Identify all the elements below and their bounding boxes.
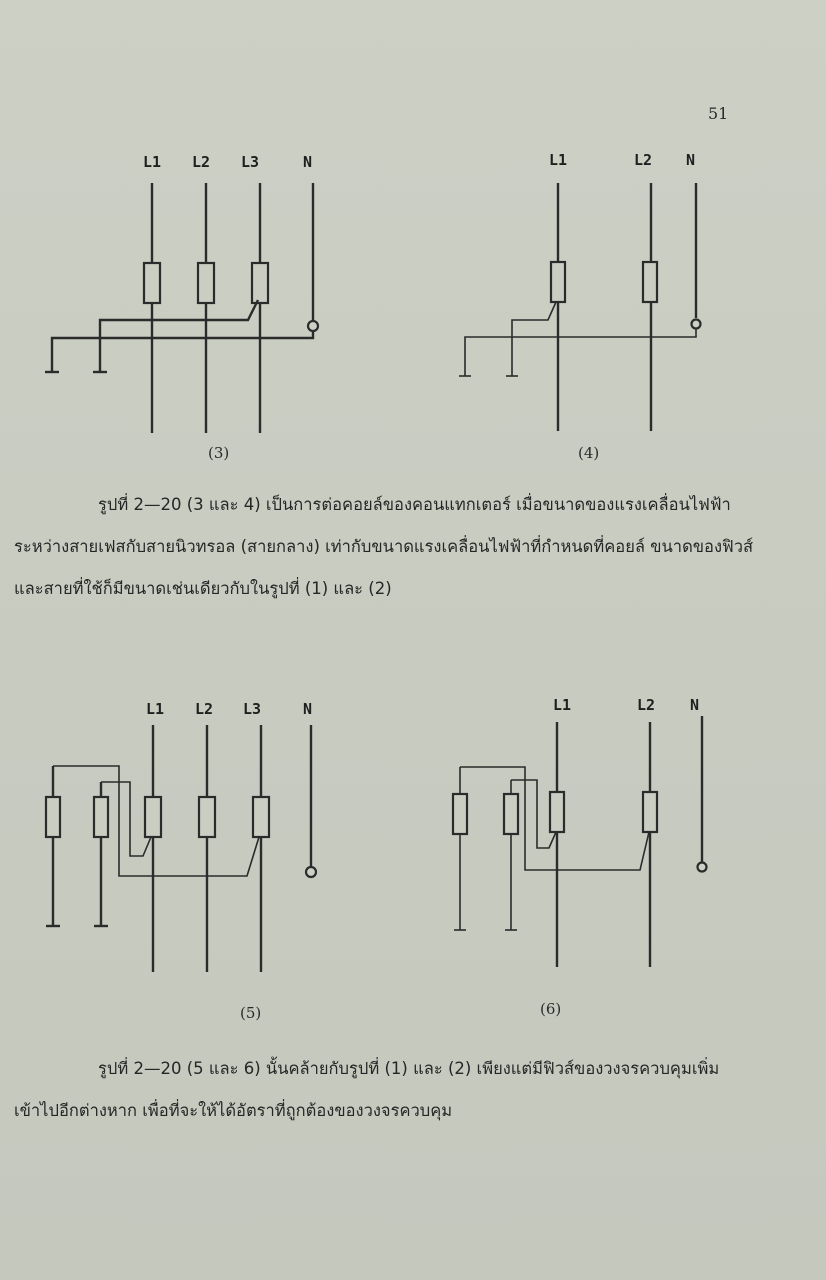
- label-l3: L3: [241, 153, 260, 171]
- diagram-4: [459, 151, 701, 462]
- label-l2: L2: [195, 700, 214, 718]
- coil-wire-neutral: [52, 331, 313, 372]
- control-fuse-a: [46, 797, 60, 837]
- neutral-terminal: [698, 863, 707, 872]
- paragraph-1: [14, 484, 754, 610]
- fuse-l3: [253, 797, 269, 837]
- label-n: N: [303, 153, 313, 171]
- label-l2: L2: [637, 696, 656, 714]
- control-fuse-b: [504, 794, 518, 834]
- fuse-l2: [643, 792, 657, 832]
- label-l3: L3: [243, 700, 262, 718]
- coil-wire-neutral: [465, 329, 696, 376]
- page-number: 51: [708, 104, 729, 123]
- label-n: N: [686, 151, 696, 169]
- neutral-terminal: [306, 867, 316, 877]
- diagram-3: [45, 153, 318, 462]
- fuse-l1: [550, 792, 564, 832]
- caption-4: (4): [578, 444, 600, 462]
- label-n: N: [690, 696, 700, 714]
- coil-wire-l1: [512, 302, 556, 376]
- caption-6: (6): [540, 1000, 562, 1018]
- coil-wire-l3: [100, 300, 258, 372]
- caption-5: (5): [240, 1004, 262, 1022]
- fuse-l3: [252, 263, 268, 303]
- caption-3: (3): [208, 444, 230, 462]
- control-fuse-a: [453, 794, 467, 834]
- fuse-l2: [198, 263, 214, 303]
- paragraph-1-text: รูปที่ 2—20 (3 และ 4) เป็นการต่อคอยล์ของคอนแทกเตอร์ เมื่อขนาดของแรงเคลื่อนไฟฟ้าระหว่างสายเฟสกับสายนิวทรอล (สายกลาง) เท่ากับขนาดแรงเคลื่อนไฟฟ้าที่กำหนดที่คอยล์ ขนาดของฟิวส์และสายที่ใช้ก็มีขนาดเช่นเดียวกับในรูปที่ (1) และ (2): [14, 495, 754, 598]
- diagram-6: [453, 696, 707, 1018]
- label-l1: L1: [146, 700, 165, 718]
- neutral-terminal: [308, 321, 318, 331]
- paragraph-2: [14, 1048, 754, 1132]
- diagram-5: [46, 700, 316, 1022]
- paragraph-2-text: รูปที่ 2—20 (5 และ 6) นั้นคล้ายกับรูปที่ (1) และ (2) เพียงแต่มีฟิวส์ของวงจรควบคุมเพิ่มเข้าไปอีกต่างหาก เพื่อที่จะให้ได้อัตราที่ถูกต้องของวงจรควบคุม: [14, 1059, 720, 1120]
- fuse-l1: [145, 797, 161, 837]
- fuse-l1: [551, 262, 565, 302]
- fuse-l2: [643, 262, 657, 302]
- fuse-l1: [144, 263, 160, 303]
- label-n: N: [303, 700, 313, 718]
- label-l2: L2: [634, 151, 653, 169]
- neutral-terminal: [692, 320, 701, 329]
- label-l1: L1: [549, 151, 568, 169]
- label-l1: L1: [553, 696, 572, 714]
- fuse-l2: [199, 797, 215, 837]
- label-l2: L2: [192, 153, 211, 171]
- control-fuse-b: [94, 797, 108, 837]
- label-l1: L1: [143, 153, 162, 171]
